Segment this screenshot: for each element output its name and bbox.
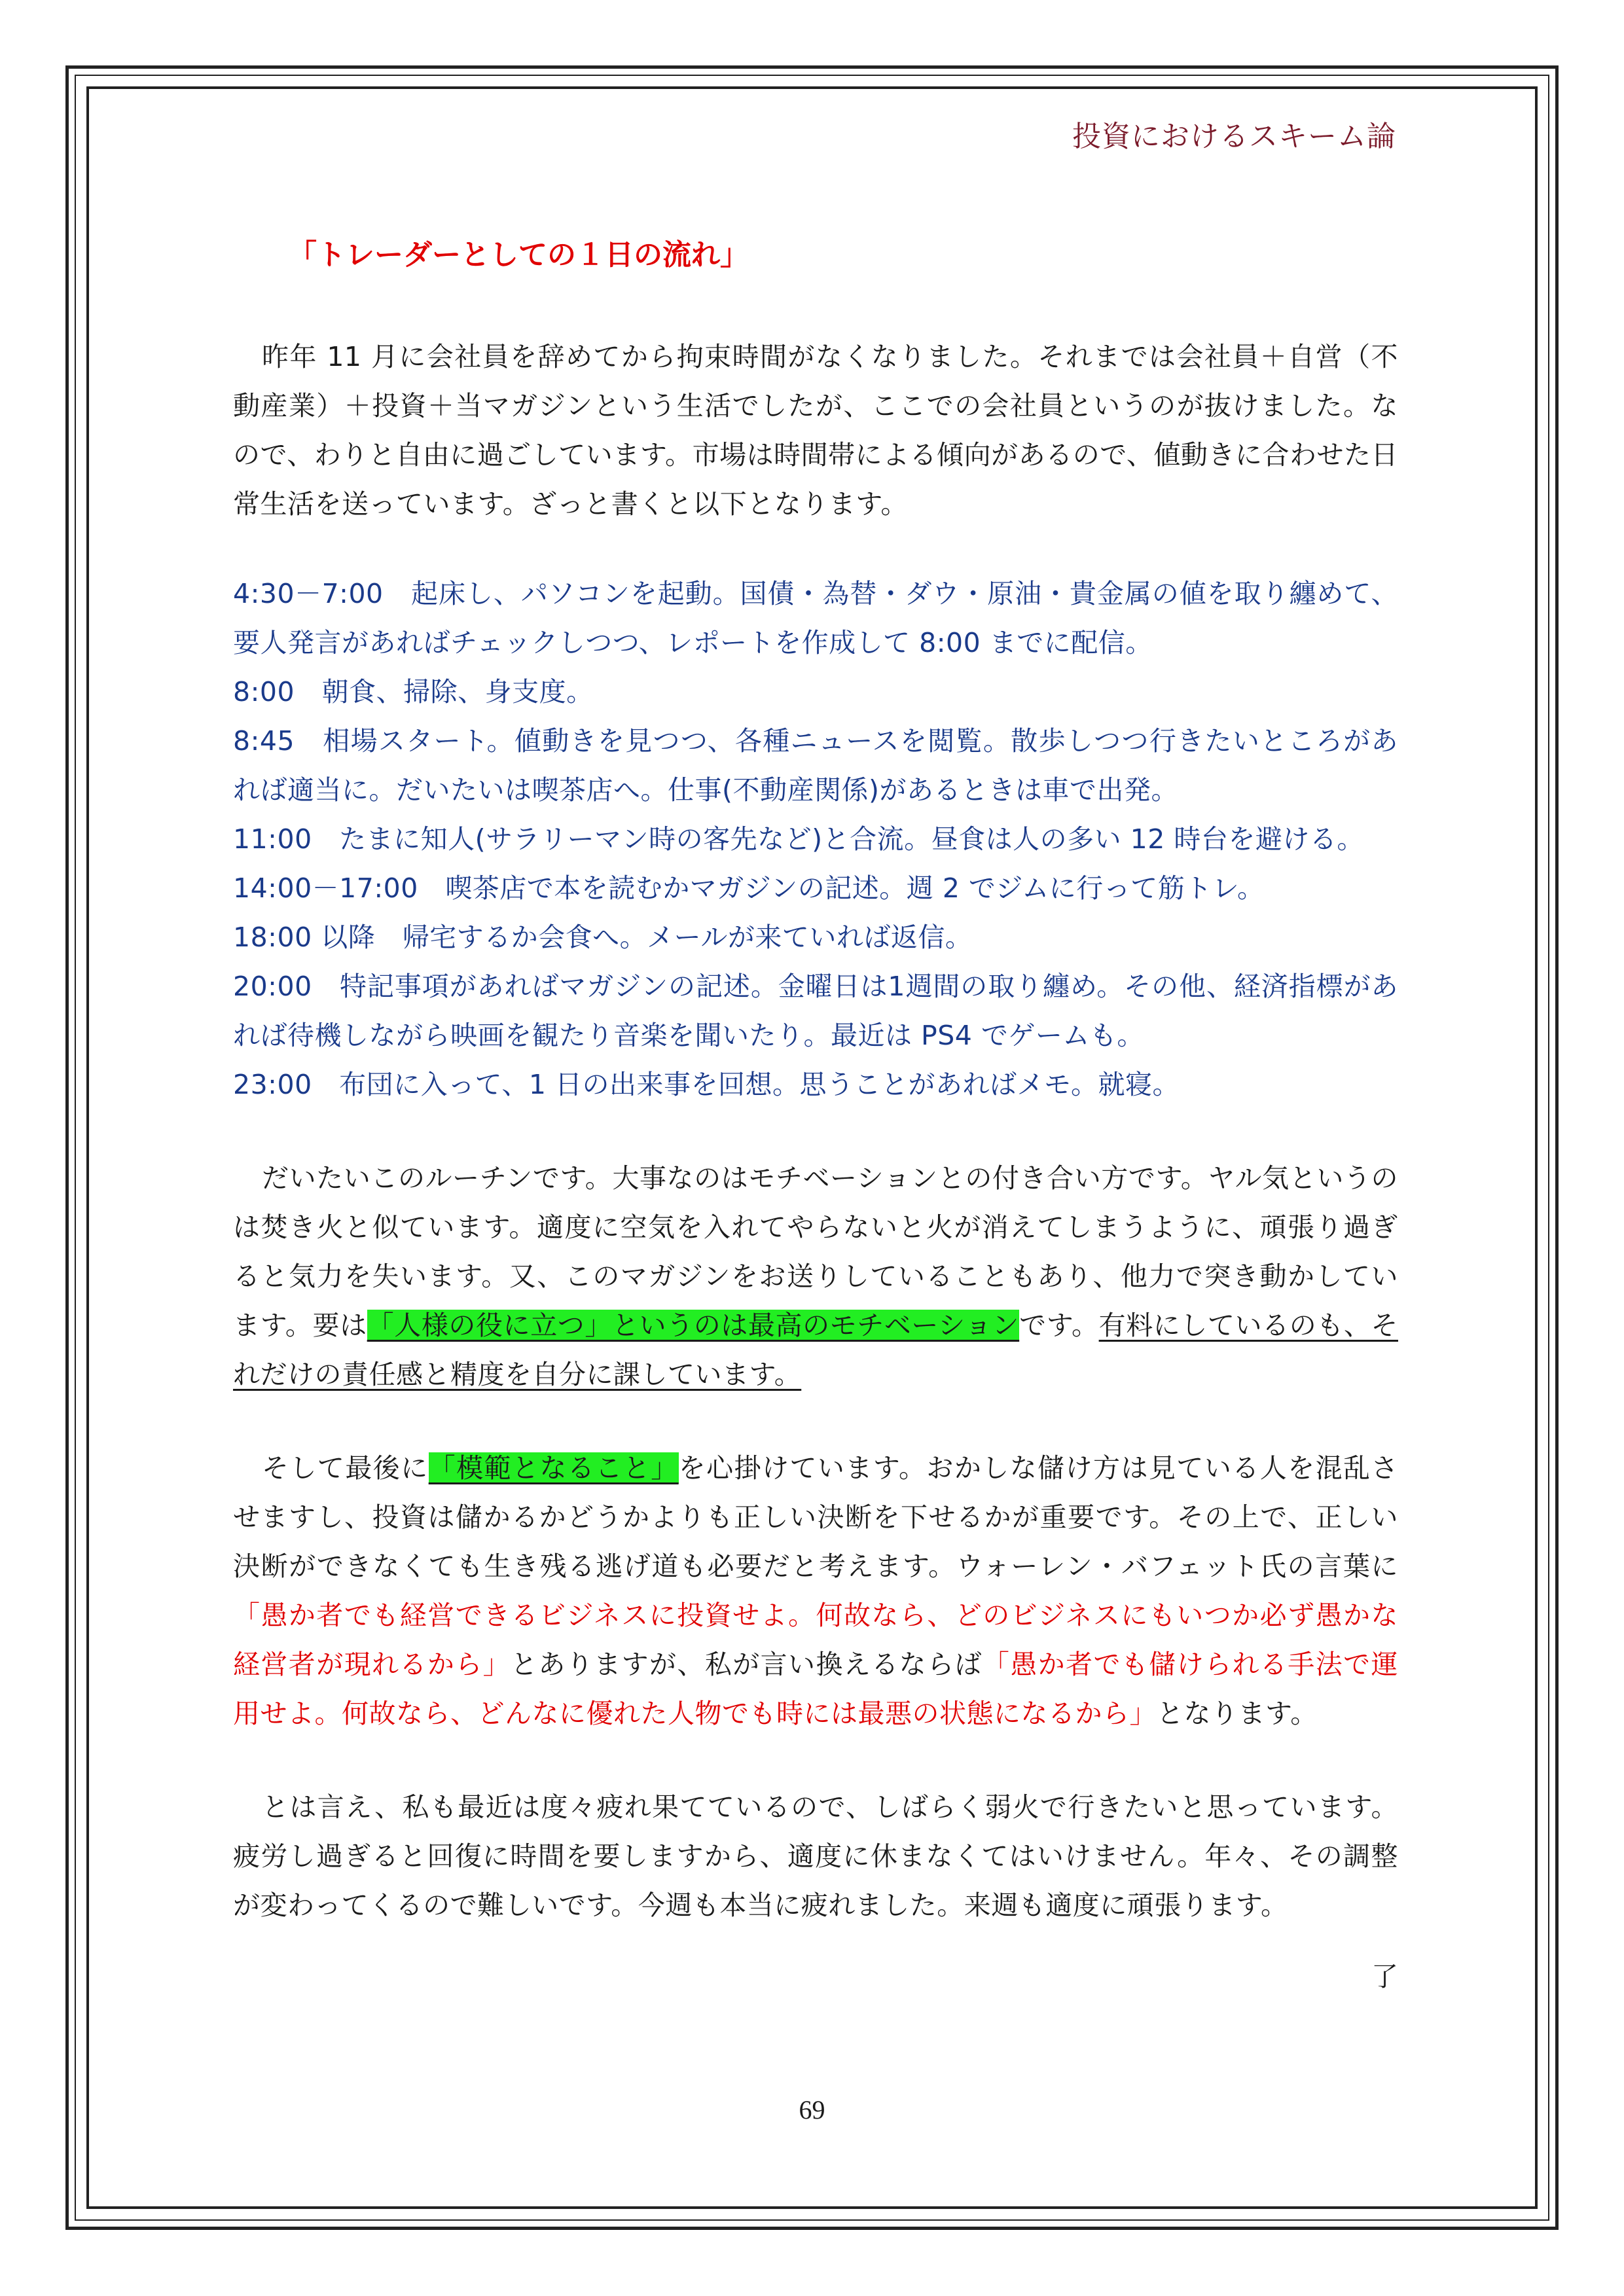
- role-model-paragraph: [233, 1444, 1398, 1738]
- page-number: 69: [799, 2095, 825, 2125]
- role-model-text: となります。: [1157, 1698, 1318, 1729]
- highlighted-phrase: 「人様の役に立つ」というのは最高のモチベーション: [367, 1310, 1020, 1341]
- motivation-paragraph: [233, 1154, 1398, 1399]
- end-mark: 了: [1371, 1961, 1398, 1992]
- buffett-quote: 「愚か者でも経営できるビジネスに投資せよ。何故なら、どのビジネスにもいつか必ず愚かな経営者が現れるから」: [233, 1600, 1398, 1680]
- running-header: 投資におけるスキーム論: [1072, 120, 1396, 153]
- schedule-item: 8:00 朝食、掃除、身支度。: [233, 676, 594, 708]
- schedule-item: 18:00 以降 帰宅するか会食へ。メールが来ていれば返信。: [233, 922, 973, 953]
- daily-schedule: [233, 569, 1398, 1109]
- schedule-item: 23:00 布団に入って、1 日の出来事を回想。思うことがあればメモ。就寝。: [233, 1069, 1180, 1100]
- role-model-text: とありますが、私が言い換えるならば: [511, 1649, 983, 1680]
- role-model-text: そして最後に: [262, 1452, 429, 1484]
- intro-paragraph: 昨年 11 月に会社員を辞めてから拘束時間がなくなりました。それまでは会社員＋自営（不動産業）＋投資＋当マガジンという生活でしたが、ここでの会社員というのが抜けました。なので、わりと自由に過ごしています。市場は時間帯による傾向があるので、値動きに合わせた日常生活を送っています。ざっと書くと以下となります。: [233, 341, 1398, 520]
- schedule-item: 14:00－17:00 喫茶店で本を読むかマガジンの記述。週 2 でジムに行って筋トレ。: [233, 872, 1265, 904]
- schedule-item: 4:30－7:00 起床し、パソコンを起動。国債・為替・ダウ・原油・貴金属の値を取り纏めて、要人発言があればチェックしつつ、レポートを作成して 8:00 までに配信。: [233, 578, 1398, 658]
- motivation-text: です。: [1019, 1310, 1099, 1341]
- article-body: [233, 236, 1398, 2001]
- schedule-item: 20:00 特記事項があればマガジンの記述。金曜日は1週間の取り纏め。その他、経済指標があれば待機しながら映画を観たり音楽を聞いたり。最近は PS4 でゲームも。: [233, 971, 1398, 1051]
- schedule-item: 8:45 相場スタート。値動きを見つつ、各種ニュースを閲覧。散歩しつつ行きたいところがあれば適当に。だいたいは喫茶店へ。仕事(不動産関係)があるときは車で出発。: [233, 725, 1398, 806]
- underlined-sentence: 有料にしているのも、それだけの責任感と精度を自分に課しています。: [233, 1310, 1398, 1390]
- author-quote: 「愚か者でも儲けられる手法で運用せよ。何故なら、どんなに優れた人物でも時には最悪の状態になるから」: [233, 1649, 1399, 1729]
- highlighted-phrase: 「模範となること」: [428, 1452, 679, 1484]
- motivation-text: だいたいこのルーチンです。大事なのはモチベーションとの付き合い方です。ヤル気というのは焚き火と似ています。適度に空気を入れてやらないと火が消えてしまうように、頑張り過ぎると気力を失います。又、このマガジンをお送りしていることもあり、他力で突き動かしています。要は: [233, 1162, 1398, 1341]
- role-model-text: を心掛けています。おかしな儲け方は見ている人を混乱させますし、投資は儲かるかどうかよりも正しい決断を下せるかが重要です。その上で、正しい決断ができなくても生き残る逃げ道も必要だと考えます。ウォーレン・バフェット氏の言葉に: [233, 1452, 1399, 1582]
- section-title: 「トレーダーとしての１日の流れ」: [288, 238, 749, 272]
- schedule-item: 11:00 たまに知人(サラリーマン時の客先など)と合流。昼食は人の多い 12 時台を避ける。: [233, 823, 1364, 855]
- closing-paragraph: とは言え、私も最近は度々疲れ果てているので、しばらく弱火で行きたいと思っています。疲労し過ぎると回復に時間を要しますから、適度に休まなくてはいけません。年々、その調整が変わってくるので難しいです。今週も本当に疲れました。来週も適度に頑張ります。: [233, 1791, 1398, 1921]
